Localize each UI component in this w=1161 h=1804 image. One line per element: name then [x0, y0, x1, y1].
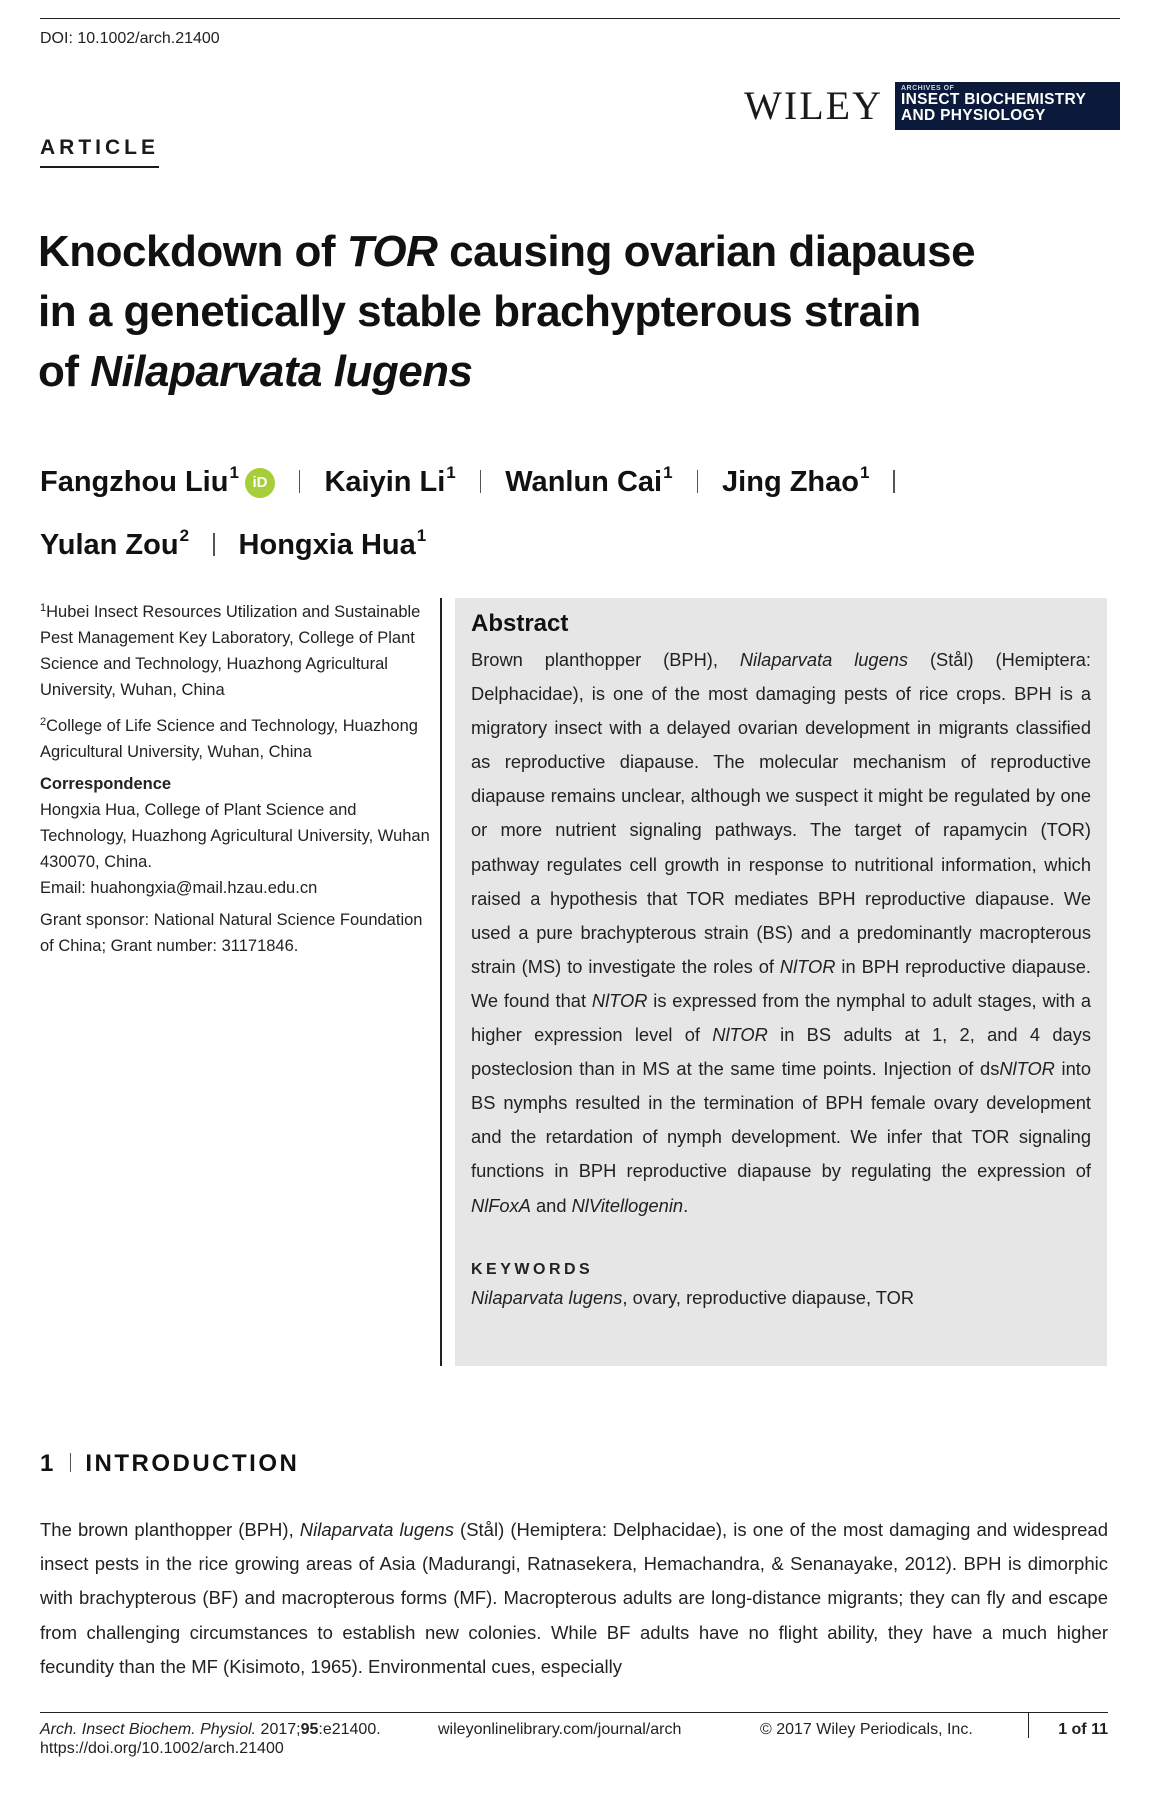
- grant-sponsor: Grant sponsor: National Natural Science Foundation of China; Grant number: 31171846.: [40, 911, 423, 955]
- affiliations-column: [40, 595, 435, 965]
- title-part1: Knockdown of: [38, 227, 347, 276]
- correspondence-text: Hongxia Hua, College of Plant Science and Technology, Huazhong Agricultural University, Wuhan 430070, China.: [40, 801, 430, 871]
- title-italic-species: Nilaparvata lugens: [90, 347, 473, 396]
- column-divider: [440, 598, 442, 1366]
- author-name: Yulan Zou: [40, 529, 179, 561]
- footer-doi-link[interactable]: https://doi.org/10.1002/arch.21400: [40, 1740, 284, 1757]
- footer-copyright: © 2017 Wiley Periodicals, Inc.: [760, 1721, 973, 1738]
- intro-seg: (Stål) (Hemiptera: Delphacidae), is one of the most damaging and widespread insect pests in the rice growing areas of Asia (Madurangi, Ratnasekera, Hemachandra, & Senanayake, 2012). BPH is dimorphic with brachypterous (BF) and macropterous forms (MF). Macropterous adults are long-distance migrants; they can fly and escape from challenging circumstances to establish new colonies. While BF adults have no flight ability, they have a much higher fecundity than the MF (Kisimoto, 1965). Environmental cues, especially: [40, 1519, 1108, 1677]
- section-title: INTRODUCTION: [85, 1450, 300, 1477]
- keyword-rest: , ovary, reproductive diapause, TOR: [622, 1286, 915, 1308]
- journal-logo: [895, 82, 1120, 130]
- abstract-text: [471, 643, 1091, 1223]
- author-1[interactable]: [40, 446, 275, 509]
- footer-volume: 95: [300, 1721, 319, 1738]
- correspondence-heading: Correspondence: [40, 775, 172, 793]
- footer-citation: [40, 1720, 381, 1758]
- author-name: Wanlun Cai: [505, 466, 663, 498]
- footer-year: 2017;: [256, 1721, 301, 1738]
- section-heading-introduction: [40, 1450, 299, 1478]
- title-part3: of: [38, 347, 91, 396]
- abstract-seg: and: [530, 1194, 572, 1216]
- abstract-seg: in BPH reproductive diapause. We found that: [471, 955, 1091, 1011]
- wiley-logo: WILEY: [744, 83, 883, 128]
- correspondence-email[interactable]: Email: huahongxia@mail.hzau.edu.cn: [40, 879, 318, 897]
- keywords-list: [471, 1287, 1091, 1309]
- journal-logo-line2: AND PHYSIOLOGY: [901, 106, 1046, 124]
- title-part2: causing ovarian diapause: [437, 227, 976, 276]
- intro-seg: The brown planthopper (BPH),: [40, 1519, 300, 1540]
- abstract-italic: NlTOR: [712, 1024, 768, 1046]
- author-2[interactable]: [324, 446, 455, 509]
- footer-article: :e21400.: [318, 1721, 381, 1738]
- author-affil-sup: 1: [860, 463, 870, 482]
- footer-journal-url[interactable]: wileyonlinelibrary.com/journal/arch: [438, 1721, 682, 1738]
- introduction-paragraph: [40, 1513, 1108, 1684]
- author-name: Fangzhou Liu: [40, 466, 229, 498]
- footer-journal: Arch. Insect Biochem. Physiol.: [40, 1721, 257, 1738]
- affiliation-2: [40, 709, 435, 765]
- article-type-label: ARTICLE: [40, 136, 159, 168]
- author-5[interactable]: [40, 509, 189, 572]
- article-title: [38, 222, 1038, 402]
- abstract-seg: .: [683, 1194, 689, 1216]
- affiliation-1: [40, 595, 435, 703]
- author-separator: [213, 533, 215, 556]
- author-affil-sup: 2: [179, 526, 190, 545]
- author-name: Jing Zhao: [722, 466, 859, 498]
- abstract-seg: Brown planthopper (BPH),: [471, 649, 740, 670]
- author-affil-sup: 1: [663, 463, 673, 482]
- abstract-italic: NlTOR: [779, 955, 836, 977]
- author-6[interactable]: [239, 509, 427, 572]
- journal-logo-line1: INSECT BIOCHEMISTRY: [901, 91, 1087, 108]
- author-4[interactable]: [722, 446, 869, 509]
- author-separator: [299, 470, 301, 493]
- author-affil-sup: 1: [416, 526, 427, 545]
- abstract-heading: Abstract: [471, 610, 569, 637]
- abstract-italic: NlFoxA: [471, 1194, 531, 1216]
- keyword-italic: Nilaparvata lugens: [471, 1286, 623, 1308]
- author-separator: [697, 470, 699, 493]
- top-rule: [40, 18, 1120, 19]
- abstract-seg: into BS nymphs resulted in the termination of BPH female ovary development and the retardation of nymph development. We infer that TOR signaling functions in BPH reproductive diapause by regulating the expression of: [471, 1058, 1091, 1182]
- author-name: Kaiyin Li: [324, 466, 446, 498]
- doi-header: DOI: 10.1002/arch.21400: [40, 30, 220, 47]
- section-number: 1: [40, 1450, 56, 1477]
- abstract-seg: is expressed from the nymphal to adult stages, with a higher expression level of: [471, 989, 1091, 1046]
- footer-rule: [40, 1712, 1108, 1713]
- publisher-header: [744, 82, 1120, 130]
- abstract-italic: NlVitellogenin: [571, 1194, 684, 1216]
- section-separator: [70, 1453, 72, 1472]
- author-separator: [480, 470, 482, 493]
- correspondence-block: [40, 797, 435, 901]
- author-name: Hongxia Hua: [238, 529, 416, 561]
- author-affil-sup: 1: [446, 463, 456, 482]
- orcid-icon[interactable]: iD: [245, 468, 275, 498]
- title-line2: in a genetically stable brachypterous strain: [38, 287, 921, 336]
- keywords-heading: KEYWORDS: [471, 1260, 594, 1278]
- affiliation-sup: 1: [40, 602, 47, 614]
- author-affil-sup: 1: [229, 463, 239, 482]
- journal-logo-small: ARCHIVES OF: [901, 85, 955, 92]
- affiliation-sup: 2: [40, 716, 47, 728]
- abstract-seg: (Stål) (Hemiptera: Delphacidae), is one of the most damaging pests of rice crops. BPH is a migratory insect with a delayed ovarian development in migrants classified as reproductive diapause. The molecular mechanism of reproductive diapause remains unclear, although we suspect it might be regulated by one or more nutrient signaling pathways. The target of rapamycin (TOR) pathway regulates cell growth in response to nutritional information, which raised a hypothesis that TOR mediates BPH reproductive diapause. We used a pure brachypterous strain (BS) and a predominantly macropterous strain (MS) to investigate the roles of: [471, 649, 1091, 977]
- affiliation-text: College of Life Science and Technology, Huazhong Agricultural University, Wuhan, China: [40, 717, 418, 761]
- intro-italic: Nilaparvata lugens: [299, 1519, 454, 1540]
- footer-divider: [1028, 1712, 1029, 1738]
- author-separator: [893, 470, 895, 493]
- footer-page-number: 1 of 11: [1058, 1721, 1108, 1738]
- abstract-italic: NlTOR: [591, 989, 648, 1011]
- title-italic-tor: TOR: [346, 227, 438, 276]
- author-list: [40, 446, 1100, 572]
- abstract-box: [455, 598, 1107, 1366]
- abstract-italic: Nilaparvata lugens: [739, 649, 909, 670]
- abstract-seg: in BS adults at 1, 2, and 4 days posteclosion than in MS at the same time points. Injection of ds: [471, 1024, 1091, 1080]
- abstract-italic: NlTOR: [999, 1058, 1055, 1080]
- affiliation-text: Hubei Insect Resources Utilization and Sustainable Pest Management Key Laboratory, College of Plant Science and Technology, Huazhong Agricultural University, Wuhan, China: [40, 603, 421, 699]
- author-3[interactable]: [505, 446, 672, 509]
